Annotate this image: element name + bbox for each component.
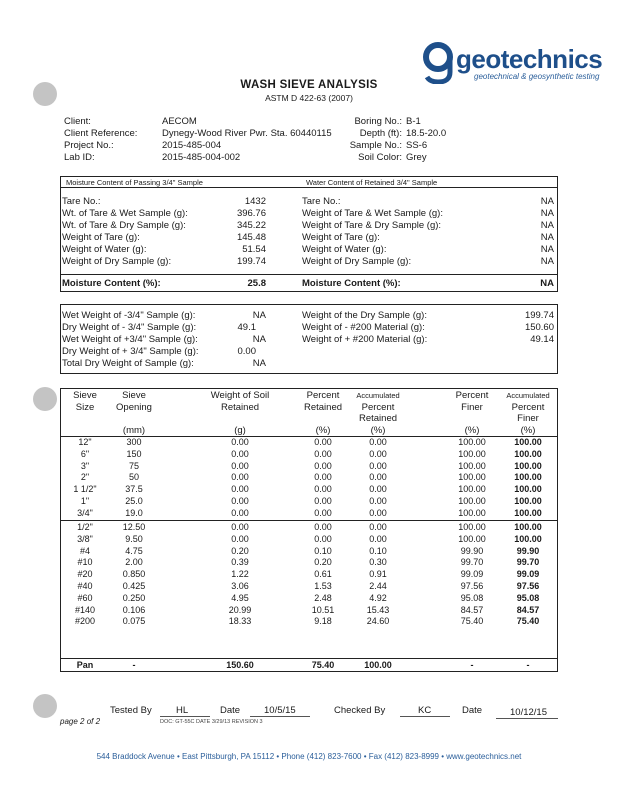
cell-percent-finer: 100.00 bbox=[458, 437, 486, 447]
cell-percent-finer: 100.00 bbox=[458, 460, 486, 471]
cell-opening: 0.250 bbox=[122, 592, 146, 603]
cell-weight-retained: 0.00 bbox=[231, 496, 249, 506]
header-weight-1: Weight of Soil bbox=[210, 390, 270, 401]
moisture-header-divider bbox=[60, 187, 558, 188]
cell-percent-retained: 0.00 bbox=[314, 472, 332, 483]
header-size-1: Sieve bbox=[73, 390, 97, 401]
weight-label: Weight of - #200 Material (g): bbox=[302, 322, 425, 333]
moisture-row-label: Tare No.: bbox=[302, 196, 341, 207]
info-value: SS-6 bbox=[406, 140, 428, 151]
cell-size: 3/4" bbox=[77, 507, 93, 518]
tested-date-line bbox=[250, 716, 310, 717]
cell-acc-percent-finer: 99.90 bbox=[516, 545, 540, 556]
logo-wordmark: geotechnics bbox=[456, 44, 603, 74]
cell-acc-percent-finer: 100.00 bbox=[514, 448, 542, 459]
report-title: WASH SIEVE ANALYSIS bbox=[240, 79, 378, 91]
cell-weight-retained: 150.60 bbox=[226, 660, 254, 670]
moisture-left-header: Moisture Content of Passing 3/4" Sample bbox=[66, 178, 203, 187]
report-standard: ASTM D 422-63 (2007) bbox=[265, 93, 353, 103]
tested-by-label: Tested By bbox=[110, 705, 152, 716]
info-value: B-1 bbox=[406, 116, 421, 127]
header-acc-finer-3: Finer bbox=[517, 413, 539, 424]
header-retained-1: Percent bbox=[306, 390, 340, 401]
cell-acc-percent-retained: 0.00 bbox=[369, 533, 387, 544]
cell-weight-retained: 0.00 bbox=[231, 448, 249, 459]
cell-acc-percent-finer: 99.70 bbox=[516, 557, 540, 568]
info-label: Project No.: bbox=[64, 140, 114, 151]
checked-date-value: 10/12/15 bbox=[510, 707, 547, 718]
weight-label: Dry Weight of - 3/4" Sample (g): bbox=[62, 322, 197, 333]
cell-weight-retained: 0.00 bbox=[231, 460, 249, 471]
moisture-total-divider bbox=[60, 274, 558, 275]
header-finer-unit: (%) bbox=[464, 425, 480, 436]
info-value: Dynegy-Wood River Pwr. Sta. 60440115 bbox=[162, 128, 332, 139]
cell-acc-percent-finer: 84.57 bbox=[516, 604, 540, 615]
cell-weight-retained: 1.22 bbox=[231, 569, 249, 580]
cell-acc-percent-finer: 100.00 bbox=[514, 437, 542, 447]
header-retained-2: Retained bbox=[303, 402, 343, 413]
moisture-total-label: Moisture Content (%): bbox=[62, 278, 161, 289]
cell-size: 3/8" bbox=[77, 533, 93, 544]
cell-acc-percent-finer: 100.00 bbox=[514, 496, 542, 506]
cell-acc-percent-retained: 0.00 bbox=[369, 522, 387, 532]
cell-percent-retained: 0.00 bbox=[314, 496, 332, 506]
info-value: AECOM bbox=[162, 116, 197, 127]
cell-percent-retained: 75.40 bbox=[311, 660, 335, 670]
header-acc-retained-unit: (%) bbox=[370, 425, 386, 436]
cell-weight-retained: 0.00 bbox=[231, 533, 249, 544]
page-number: page 2 of 2 bbox=[60, 717, 101, 726]
cell-percent-finer: 100.00 bbox=[458, 496, 486, 506]
cell-size: #60 bbox=[77, 592, 93, 603]
moisture-row-value: 396.76 bbox=[236, 208, 266, 219]
header-finer-2: Finer bbox=[461, 402, 483, 413]
cell-acc-percent-retained: 0.00 bbox=[369, 484, 387, 495]
cell-size: 1 1/2" bbox=[73, 484, 97, 495]
info-label: Client: bbox=[64, 116, 91, 127]
cell-size: #40 bbox=[77, 581, 93, 591]
moisture-row-label: Wt. of Tare & Wet Sample (g): bbox=[62, 208, 188, 219]
weight-value: 49.1 bbox=[237, 322, 256, 333]
cell-acc-percent-finer: 100.00 bbox=[514, 522, 542, 532]
moisture-row-label: Weight of Tare & Dry Sample (g): bbox=[302, 220, 442, 231]
checked-by-line bbox=[400, 716, 450, 717]
cell-opening: 300 bbox=[126, 437, 142, 447]
document-code: DOC: GT-55C DATE 3/29/13 REVISION 3 bbox=[160, 719, 263, 725]
sieve-pan-divider bbox=[60, 658, 558, 659]
tested-by-line bbox=[160, 716, 210, 717]
cell-percent-finer: 100.00 bbox=[458, 448, 486, 459]
cell-acc-percent-finer: 100.00 bbox=[514, 460, 542, 471]
weight-value: 199.74 bbox=[524, 310, 554, 321]
header-finer-1: Percent bbox=[455, 390, 489, 401]
moisture-total-value: NA bbox=[540, 278, 554, 289]
cell-opening: 150 bbox=[126, 448, 142, 459]
moisture-row-value: 345.22 bbox=[236, 220, 266, 231]
cell-percent-retained: 0.00 bbox=[314, 533, 332, 544]
cell-percent-finer: 99.90 bbox=[460, 545, 484, 556]
header-opening-1: Sieve bbox=[122, 390, 146, 401]
cell-acc-percent-finer: 75.40 bbox=[516, 616, 540, 627]
cell-opening: 9.50 bbox=[125, 533, 143, 544]
checked-date-line bbox=[496, 718, 558, 719]
cell-acc-percent-retained: 0.00 bbox=[369, 460, 387, 471]
cell-opening: 0.106 bbox=[122, 604, 146, 615]
cell-size: 12" bbox=[78, 437, 92, 447]
weight-value: NA bbox=[252, 310, 266, 321]
cell-percent-retained: 2.48 bbox=[314, 592, 332, 603]
punch-hole-bottom bbox=[33, 694, 57, 718]
cell-percent-finer: 100.00 bbox=[458, 522, 486, 532]
cell-percent-retained: 0.20 bbox=[314, 557, 332, 568]
moisture-row-value: NA bbox=[540, 196, 554, 207]
header-size-2: Size bbox=[75, 402, 95, 413]
cell-size: #200 bbox=[74, 616, 96, 627]
cell-opening: 75 bbox=[128, 460, 139, 471]
moisture-row-label: Tare No.: bbox=[62, 196, 101, 207]
date-label: Date bbox=[462, 705, 483, 716]
header-weight-unit: (g) bbox=[234, 425, 246, 436]
cell-weight-retained: 0.39 bbox=[231, 557, 249, 568]
company-address-footer: 544 Braddock Avenue • East Pittsburgh, PA 15112 • Phone (412) 823-7600 • Fax (412) 823-8999 • www.geotechnics.net bbox=[96, 752, 522, 761]
weight-label: Weight of the Dry Sample (g): bbox=[302, 310, 427, 321]
punch-hole-middle bbox=[33, 387, 57, 411]
moisture-row-value: 199.74 bbox=[236, 256, 266, 267]
cell-opening: 2.00 bbox=[125, 557, 143, 568]
cell-percent-retained: 0.00 bbox=[314, 437, 332, 447]
moisture-total-label: Moisture Content (%): bbox=[302, 278, 401, 289]
moisture-row-label: Weight of Dry Sample (g): bbox=[62, 256, 172, 267]
cell-percent-finer: 99.70 bbox=[460, 557, 484, 568]
cell-acc-percent-retained: 0.00 bbox=[369, 507, 387, 518]
weight-value: 0.00 bbox=[237, 346, 256, 357]
moisture-row-label: Wt. of Tare & Dry Sample (g): bbox=[62, 220, 186, 231]
tested-by-value: HL bbox=[176, 705, 189, 716]
info-label: Soil Color: bbox=[358, 152, 402, 163]
cell-percent-finer: 100.00 bbox=[458, 507, 486, 518]
weight-value: NA bbox=[252, 334, 266, 345]
cell-percent-finer: 75.40 bbox=[460, 616, 484, 627]
cell-percent-finer: 97.56 bbox=[460, 581, 484, 591]
moisture-row-value: NA bbox=[540, 220, 554, 231]
cell-weight-retained: 20.99 bbox=[228, 604, 252, 615]
sieve-group-divider bbox=[60, 520, 558, 521]
info-value: 2015-485-004-002 bbox=[162, 152, 241, 163]
cell-acc-percent-retained: 0.00 bbox=[369, 472, 387, 483]
cell-acc-percent-retained: 4.92 bbox=[369, 592, 387, 603]
cell-percent-finer: 100.00 bbox=[458, 533, 486, 544]
moisture-row-value: NA bbox=[540, 244, 554, 255]
logo-g-mark-icon bbox=[422, 40, 458, 84]
cell-size: 6" bbox=[80, 448, 90, 459]
cell-percent-finer: 84.57 bbox=[460, 604, 484, 615]
logo-tagline: geotechnical & geosynthetic testing bbox=[474, 72, 600, 81]
moisture-row-value: 1432 bbox=[244, 196, 266, 207]
header-retained-unit: (%) bbox=[315, 425, 331, 436]
cell-acc-percent-retained: 15.43 bbox=[366, 604, 390, 615]
cell-percent-retained: 0.00 bbox=[314, 448, 332, 459]
weight-label: Total Dry Weight of Sample (g): bbox=[62, 358, 194, 369]
info-label: Sample No.: bbox=[349, 140, 402, 151]
cell-opening: 0.075 bbox=[122, 616, 146, 627]
cell-percent-retained: 0.00 bbox=[314, 460, 332, 471]
cell-acc-percent-retained: 100.00 bbox=[364, 660, 392, 670]
cell-opening: 37.5 bbox=[125, 484, 143, 495]
cell-opening: 25.0 bbox=[125, 496, 143, 506]
checked-by-label: Checked By bbox=[334, 705, 386, 716]
cell-acc-percent-retained: 0.00 bbox=[369, 448, 387, 459]
cell-opening: 0.425 bbox=[122, 581, 146, 591]
cell-opening: 50 bbox=[128, 472, 139, 483]
info-label: Lab ID: bbox=[64, 152, 95, 163]
cell-size: #140 bbox=[74, 604, 96, 615]
header-acc-finer-1: Accumulated bbox=[506, 391, 550, 400]
header-opening-2: Opening bbox=[116, 402, 152, 413]
cell-opening: 0.850 bbox=[122, 569, 146, 580]
cell-acc-percent-finer: 100.00 bbox=[514, 472, 542, 483]
moisture-row-value: NA bbox=[540, 208, 554, 219]
moisture-right-header: Water Content of Retained 3/4" Sample bbox=[306, 178, 438, 187]
cell-weight-retained: 4.95 bbox=[231, 592, 249, 603]
weight-value: NA bbox=[252, 358, 266, 369]
info-label: Depth (ft): bbox=[359, 128, 402, 139]
moisture-row-value: NA bbox=[540, 256, 554, 267]
cell-weight-retained: 0.00 bbox=[231, 522, 249, 532]
cell-opening: - bbox=[132, 660, 136, 670]
cell-percent-retained: 10.51 bbox=[311, 604, 335, 615]
cell-acc-percent-retained: 0.00 bbox=[369, 437, 387, 447]
checked-by-value: KC bbox=[418, 705, 432, 716]
weight-label: Wet Weight of +3/4" Sample (g): bbox=[62, 334, 198, 345]
cell-acc-percent-finer: 100.00 bbox=[514, 484, 542, 495]
moisture-row-label: Weight of Tare (g): bbox=[302, 232, 380, 243]
header-acc-finer-2: Percent bbox=[511, 402, 545, 413]
cell-acc-percent-finer: - bbox=[526, 660, 530, 670]
moisture-row-label: Weight of Dry Sample (g): bbox=[302, 256, 412, 267]
info-value: Grey bbox=[406, 152, 427, 163]
cell-percent-finer: 99.09 bbox=[460, 569, 484, 580]
cell-percent-retained: 9.18 bbox=[314, 616, 332, 627]
cell-acc-percent-retained: 0.30 bbox=[369, 557, 387, 568]
date-label: Date bbox=[220, 705, 241, 716]
cell-acc-percent-retained: 0.10 bbox=[369, 545, 387, 556]
cell-weight-retained: 0.00 bbox=[231, 437, 249, 447]
cell-percent-finer: 95.08 bbox=[460, 592, 484, 603]
cell-percent-retained: 0.00 bbox=[314, 522, 332, 532]
cell-acc-percent-finer: 97.56 bbox=[516, 581, 540, 591]
moisture-row-value: 51.54 bbox=[242, 244, 266, 255]
moisture-row-value: NA bbox=[540, 232, 554, 243]
cell-weight-retained: 0.00 bbox=[231, 472, 249, 483]
weight-label: Wet Weight of -3/4" Sample (g): bbox=[62, 310, 196, 321]
cell-percent-retained: 0.00 bbox=[314, 507, 332, 518]
cell-size: 2" bbox=[80, 472, 90, 483]
cell-weight-retained: 0.00 bbox=[231, 484, 249, 495]
moisture-row-label: Weight of Tare & Wet Sample (g): bbox=[302, 208, 443, 219]
cell-size: Pan bbox=[76, 660, 94, 670]
moisture-total-value: 25.8 bbox=[247, 278, 266, 289]
cell-percent-retained: 0.00 bbox=[314, 484, 332, 495]
cell-opening: 4.75 bbox=[125, 545, 143, 556]
header-acc-retained-2: Percent bbox=[361, 402, 395, 413]
cell-percent-retained: 0.61 bbox=[314, 569, 332, 580]
cell-acc-percent-finer: 100.00 bbox=[514, 507, 542, 518]
cell-size: 1" bbox=[80, 496, 90, 506]
cell-size: #4 bbox=[79, 545, 90, 556]
weight-value: 49.14 bbox=[530, 334, 554, 345]
cell-opening: 19.0 bbox=[125, 507, 143, 518]
header-acc-retained-3: Retained bbox=[358, 413, 398, 424]
cell-size: 1/2" bbox=[77, 522, 93, 532]
cell-weight-retained: 3.06 bbox=[231, 581, 249, 591]
cell-acc-percent-retained: 0.00 bbox=[369, 496, 387, 506]
moisture-row-label: Weight of Tare (g): bbox=[62, 232, 140, 243]
tested-date-value: 10/5/15 bbox=[264, 705, 296, 716]
cell-size: #20 bbox=[77, 569, 93, 580]
info-label: Boring No.: bbox=[354, 116, 402, 127]
weight-label: Weight of + #200 Material (g): bbox=[302, 334, 428, 345]
info-label: Client Reference: bbox=[64, 128, 138, 139]
cell-percent-finer: 100.00 bbox=[458, 472, 486, 483]
cell-size: 3" bbox=[80, 460, 90, 471]
moisture-row-label: Weight of Water (g): bbox=[62, 244, 147, 255]
cell-acc-percent-finer: 95.08 bbox=[516, 592, 540, 603]
cell-acc-percent-finer: 100.00 bbox=[514, 533, 542, 544]
cell-size: #10 bbox=[77, 557, 93, 568]
weight-value: 150.60 bbox=[524, 322, 554, 333]
header-acc-finer-unit: (%) bbox=[520, 425, 536, 436]
info-value: 18.5-20.0 bbox=[406, 128, 447, 139]
moisture-row-value: 145.48 bbox=[236, 232, 266, 243]
cell-percent-finer: 100.00 bbox=[458, 484, 486, 495]
header-acc-retained-1: Accumulated bbox=[356, 391, 400, 400]
header-opening-unit: (mm) bbox=[122, 425, 146, 436]
cell-weight-retained: 0.00 bbox=[231, 507, 249, 518]
cell-weight-retained: 18.33 bbox=[228, 616, 252, 627]
cell-acc-percent-retained: 0.91 bbox=[369, 569, 387, 580]
cell-percent-retained: 1.53 bbox=[314, 581, 332, 591]
cell-acc-percent-retained: 24.60 bbox=[366, 616, 390, 627]
weight-label: Dry Weight of + 3/4" Sample (g): bbox=[62, 346, 199, 357]
cell-acc-percent-retained: 2.44 bbox=[369, 581, 387, 591]
header-weight-2: Retained bbox=[220, 402, 260, 413]
moisture-row-label: Weight of Water (g): bbox=[302, 244, 387, 255]
cell-percent-finer: - bbox=[470, 660, 474, 670]
cell-opening: 12.50 bbox=[122, 522, 146, 532]
info-value: 2015-485-004 bbox=[162, 140, 222, 151]
cell-percent-retained: 0.10 bbox=[314, 545, 332, 556]
cell-acc-percent-finer: 99.09 bbox=[516, 569, 540, 580]
cell-weight-retained: 0.20 bbox=[231, 545, 249, 556]
